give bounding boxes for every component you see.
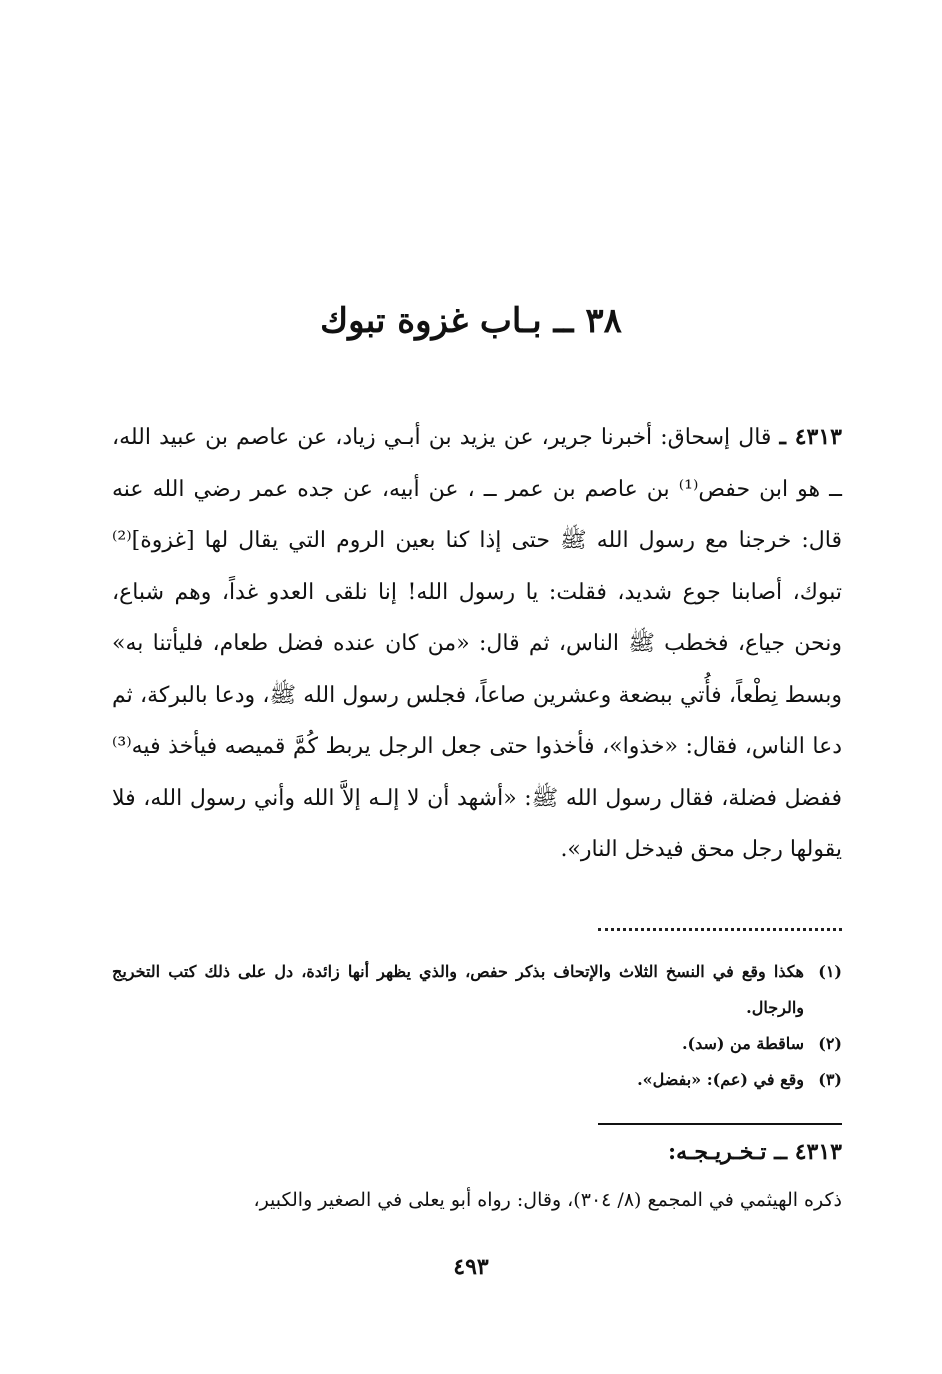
takhrij-separator [598, 1123, 842, 1125]
takhrij-heading: ٤٣١٣ ــ تـخـريـجـه: [668, 1139, 842, 1165]
footnote-number: (٣) [818, 1070, 842, 1089]
hadith-paragraph [112, 412, 842, 876]
takhrij-text: ذكره الهيثمي في المجمع (٨/ ٣٠٤)، وقال: رواه أبو يعلى في الصغير والكبير، [253, 1189, 842, 1211]
footnote-text: ساقطة من (سد). [681, 1034, 804, 1053]
footnote-number: (٢) [818, 1034, 842, 1053]
footnote-text: هكذا وقع في النسخ الثلاث والإتحاف بذكر حفص، والذي يظهر أنها زائدة، دل على ذلك كتب التخريج والرجال. [112, 962, 804, 1017]
hadith-number: ٤٣١٣ ـ [779, 424, 842, 450]
footnote-separator [598, 928, 842, 935]
footnote-number: (١) [818, 962, 842, 981]
footnote-item [112, 1062, 842, 1098]
hadith-text: قال إسحاق: أخبرنا جرير، عن يزيد بن أبـي زياد، عن عاصم بن عبيد الله، ــ هو ابن حفص⁽¹⁾ بن عاصم بن عمر ــ ، عن أبيه، عن جده عمر رضي الله عنه قال: خرجنا مع رسول الله ﷺ حتى إذا كنا بعين الروم التي يقال لها [غزوة]⁽²⁾ تبوك، أصابنا جوع شديد، فقلت: يا رسول الله! إنا نلقى العدو غداً، وهم شباع، ونحن جياع، فخطب ﷺ الناس، ثم قال: «من كان عنده فضل طعام، فليأتنا به» وبسط نِطْعاً، فأُتي ببضعة وعشرين صاعاً، فجلس رسول الله ﷺ، ودعا بالبركة، ثم دعا الناس، فقال: «خذوا»، فأخذوا حتى جعل الرجل يربط كُمَّ قميصه فيأخذ فيه⁽³⁾ ففضل فضلة، فقال رسول الله ﷺ: «أشهد أن لا إلـه إلاَّ الله وأني رسول الله، فلا يقولها رجل محق فيدخل النار». [112, 425, 842, 862]
footnote-text: وقع في (عم): «بفضل». [637, 1070, 804, 1089]
footnote-item [112, 954, 842, 1026]
page-number: ٤٩٣ [453, 1254, 489, 1280]
footnotes [112, 954, 842, 1098]
footnote-item [112, 1026, 842, 1062]
chapter-title: ٣٨ ــ بـاب غزوة تبوك [320, 301, 622, 341]
